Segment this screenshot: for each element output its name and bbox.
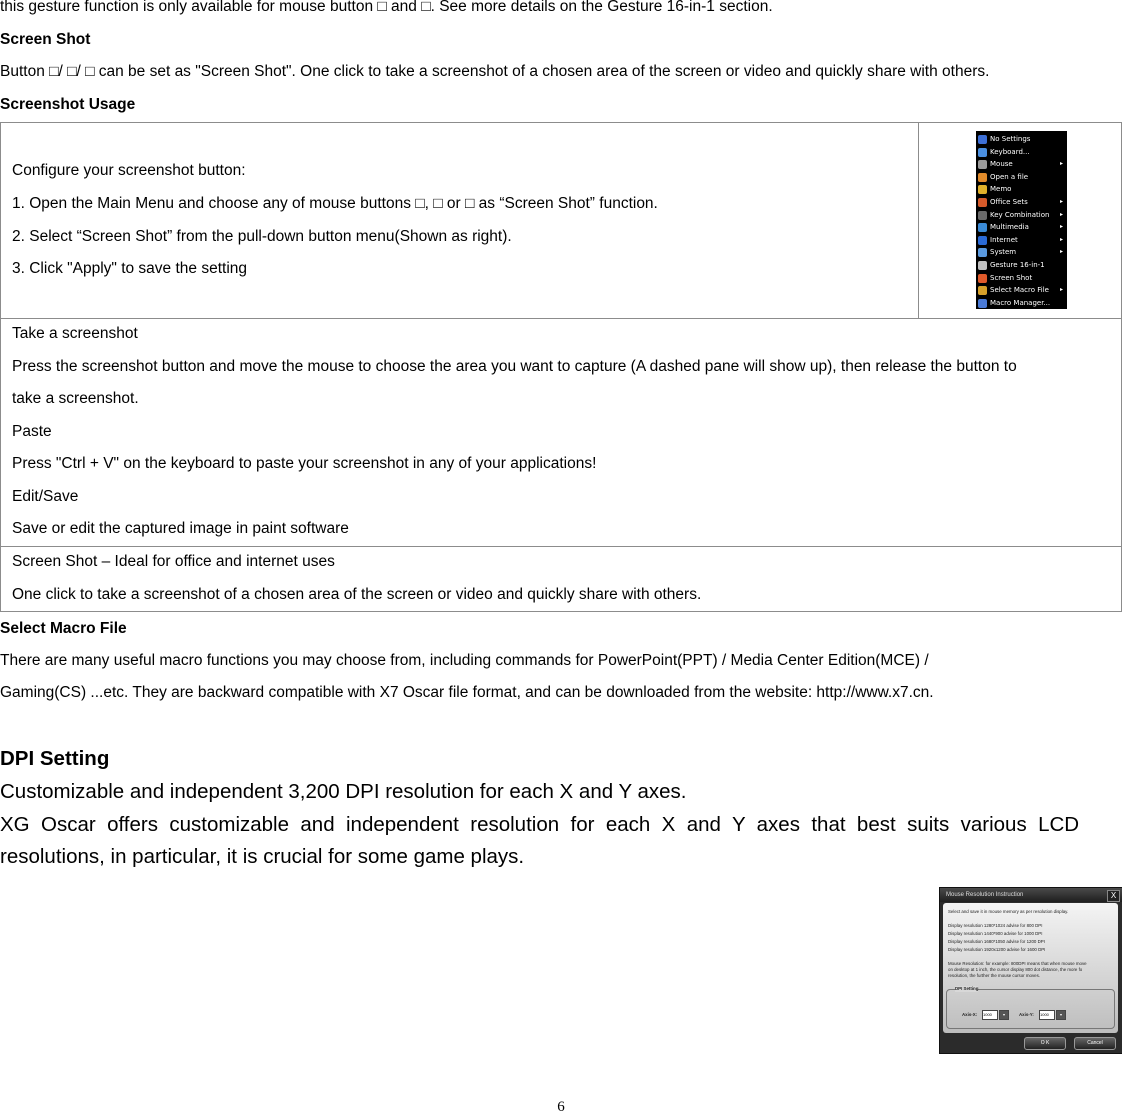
menu-item[interactable]: [976, 221, 1067, 234]
menu-item-icon: [978, 148, 987, 157]
configure-title: Configure your screenshot button:: [12, 162, 246, 179]
submenu-arrow-icon: ▸: [1059, 210, 1063, 218]
menu-item-icon: [978, 173, 987, 182]
submenu-arrow-icon: ▸: [1059, 160, 1063, 168]
edit-save-title: Edit/Save: [12, 488, 79, 505]
menu-item-label: Memo: [990, 185, 1012, 194]
macro-line-1: There are many useful macro functions you may choose from, including commands for PowerPoint(PPT) / Media Center Edition(MCE) /: [0, 652, 929, 669]
menu-item[interactable]: [976, 146, 1067, 159]
menu-item-icon: [978, 185, 987, 194]
menu-item-icon: [978, 299, 987, 308]
menu-item-label: Internet: [990, 235, 1018, 244]
menu-item[interactable]: [976, 209, 1067, 222]
dialog-intro: Select and save it in mouse memory as per resolution display.: [948, 909, 1069, 914]
ideal-desc: One click to take a screenshot of a chosen area of the screen or video and quickly share with others.: [12, 586, 702, 603]
menu-item-icon: [978, 261, 987, 270]
menu-item-icon: [978, 135, 987, 144]
dpi-subheading: Customizable and independent 3,200 DPI resolution for each X and Y axes.: [0, 780, 687, 803]
menu-item-label: No Settings: [990, 135, 1031, 143]
paste-desc: Press "Ctrl + V" on the keyboard to paste your screenshot in any of your applications!: [12, 455, 597, 472]
menu-item[interactable]: [976, 171, 1067, 184]
menu-item[interactable]: [976, 183, 1067, 196]
resolution-line: Display resolution 1280*1024 advise for 800 DPI: [948, 923, 1043, 928]
ideal-cell: [1, 547, 1122, 612]
menu-item[interactable]: [976, 234, 1067, 247]
axis-y-input[interactable]: 1000: [1039, 1010, 1055, 1020]
page-number: 6: [557, 1099, 565, 1115]
dpi-body-line-2: resolutions, in particular, it is crucial for some game plays.: [0, 845, 525, 868]
screenshot-usage-table: [0, 122, 1122, 612]
axis-x-label: Axis-X:: [962, 1012, 978, 1017]
submenu-arrow-icon: ▸: [1059, 198, 1063, 205]
configure-step-1: 1. Open the Main Menu and choose any of mouse buttons □, □ or □ as “Screen Shot” function.: [12, 195, 658, 212]
menu-item-icon: [978, 286, 987, 295]
axis-x-input[interactable]: 1000: [982, 1010, 998, 1020]
menu-item-label: Mouse: [990, 160, 1013, 169]
take-title: Take a screenshot: [12, 325, 138, 342]
menu-item-label: Select Macro File: [990, 286, 1049, 295]
paste-title: Paste: [12, 423, 52, 440]
ideal-title: Screen Shot – Ideal for office and internet uses: [12, 553, 335, 570]
resolution-line: Display resolution 1680*1050 advise for 1200 DPI: [948, 939, 1045, 944]
axis-y-label: Axis-Y:: [1019, 1012, 1034, 1017]
mouse-resolution-dialog: [939, 887, 1122, 1054]
menu-item-icon: [978, 274, 987, 283]
macro-line-2: Gaming(CS) ...etc. They are backward compatible with X7 Oscar file format, and can be downloaded from the website: http://www.x7.cn.: [0, 684, 934, 701]
close-icon[interactable]: X: [1107, 890, 1120, 902]
menu-item-label: Office Sets: [990, 198, 1028, 206]
menu-item-label: Multimedia: [990, 223, 1029, 232]
dpi-heading: DPI Setting: [0, 747, 110, 770]
take-desc-2: take a screenshot.: [12, 390, 139, 407]
screenshot-description: Button □/ □/ □ can be set as "Screen Shot". One click to take a screenshot of a chosen area of the screen or video and quickly share with others.: [0, 63, 990, 80]
dialog-title-bar: [940, 888, 1122, 902]
pulldown-menu-screenshot: [976, 131, 1067, 309]
menu-item-icon: [978, 248, 987, 257]
submenu-arrow-icon: ▸: [1059, 286, 1063, 294]
menu-item-label: Open a file: [990, 172, 1029, 181]
menu-item-icon: [978, 160, 987, 169]
submenu-arrow-icon: ▸: [1059, 235, 1063, 243]
dpi-group-label: DPI Setting: [955, 986, 979, 991]
dpi-body-line-1: XG Oscar offers customizable and independent resolution for each X and Y axes that best suits various LCD: [0, 813, 1080, 836]
resolution-note: resolution, the further the mouse cursor moves.: [948, 973, 1041, 978]
take-screenshot-cell: [1, 319, 1122, 547]
menu-item-label: Screen Shot: [990, 273, 1033, 282]
submenu-arrow-icon: ▸: [1059, 223, 1063, 231]
screenshot-usage-heading: Screenshot Usage: [0, 96, 136, 113]
resolution-line: Display resolution 1920x1200 advise for 1600 DPI: [948, 947, 1046, 952]
submenu-arrow-icon: ▸: [1059, 248, 1063, 256]
menu-item[interactable]: [976, 133, 1067, 146]
resolution-note: on desktop at 1 inch, the cursor display 800 dot distance, the more fo: [948, 967, 1083, 972]
menu-item-label: Keyboard...: [990, 147, 1030, 156]
cancel-button[interactable]: Cancel: [1074, 1037, 1116, 1050]
menu-item[interactable]: [976, 284, 1067, 297]
menu-item-icon: [978, 223, 987, 232]
configure-step-2: 2. Select “Screen Shot” from the pull-down button menu(Shown as right).: [12, 228, 512, 245]
axis-x-dropdown-icon[interactable]: ▾: [999, 1010, 1009, 1020]
menu-item-label: Gesture 16-in-1: [990, 261, 1045, 269]
menu-screenshot-cell: [919, 123, 1122, 319]
screenshot-heading: Screen Shot: [0, 31, 91, 48]
configure-cell: [1, 123, 919, 319]
menu-item[interactable]: [976, 158, 1067, 171]
resolution-note: Mouse Resolution: for example: 800DPI means that when mouse move: [948, 961, 1087, 966]
menu-item-icon: [978, 198, 987, 207]
menu-item[interactable]: [976, 272, 1067, 285]
menu-item[interactable]: [976, 246, 1067, 259]
dialog-title: Mouse Resolution Instruction: [946, 892, 1024, 898]
edit-save-desc: Save or edit the captured image in paint software: [12, 520, 349, 537]
menu-item-label: Macro Manager...: [990, 298, 1051, 307]
menu-item[interactable]: [976, 196, 1067, 209]
configure-step-3: 3. Click "Apply" to save the setting: [12, 260, 248, 277]
dpi-setting-group: [946, 986, 1115, 1029]
menu-item-icon: [978, 211, 987, 220]
macro-heading: Select Macro File: [0, 620, 127, 637]
menu-item[interactable]: [976, 259, 1067, 272]
menu-item-label: System: [990, 248, 1017, 257]
axis-y-dropdown-icon[interactable]: ▾: [1056, 1010, 1066, 1020]
ok-button[interactable]: O K: [1024, 1037, 1066, 1050]
gesture-note: this gesture function is only available for mouse button □ and □. See more details on the Gesture 16-in-1 section.: [0, 0, 773, 15]
resolution-line: Display resolution 1440*900 advise for 1000 DPI: [948, 931, 1043, 936]
menu-item-label: Key Combination: [990, 210, 1050, 219]
menu-item-icon: [978, 236, 987, 245]
take-desc-1: Press the screenshot button and move the mouse to choose the area you want to capture (A dashed pane will show up), then release the button to: [12, 358, 1017, 375]
menu-item[interactable]: [976, 297, 1067, 310]
